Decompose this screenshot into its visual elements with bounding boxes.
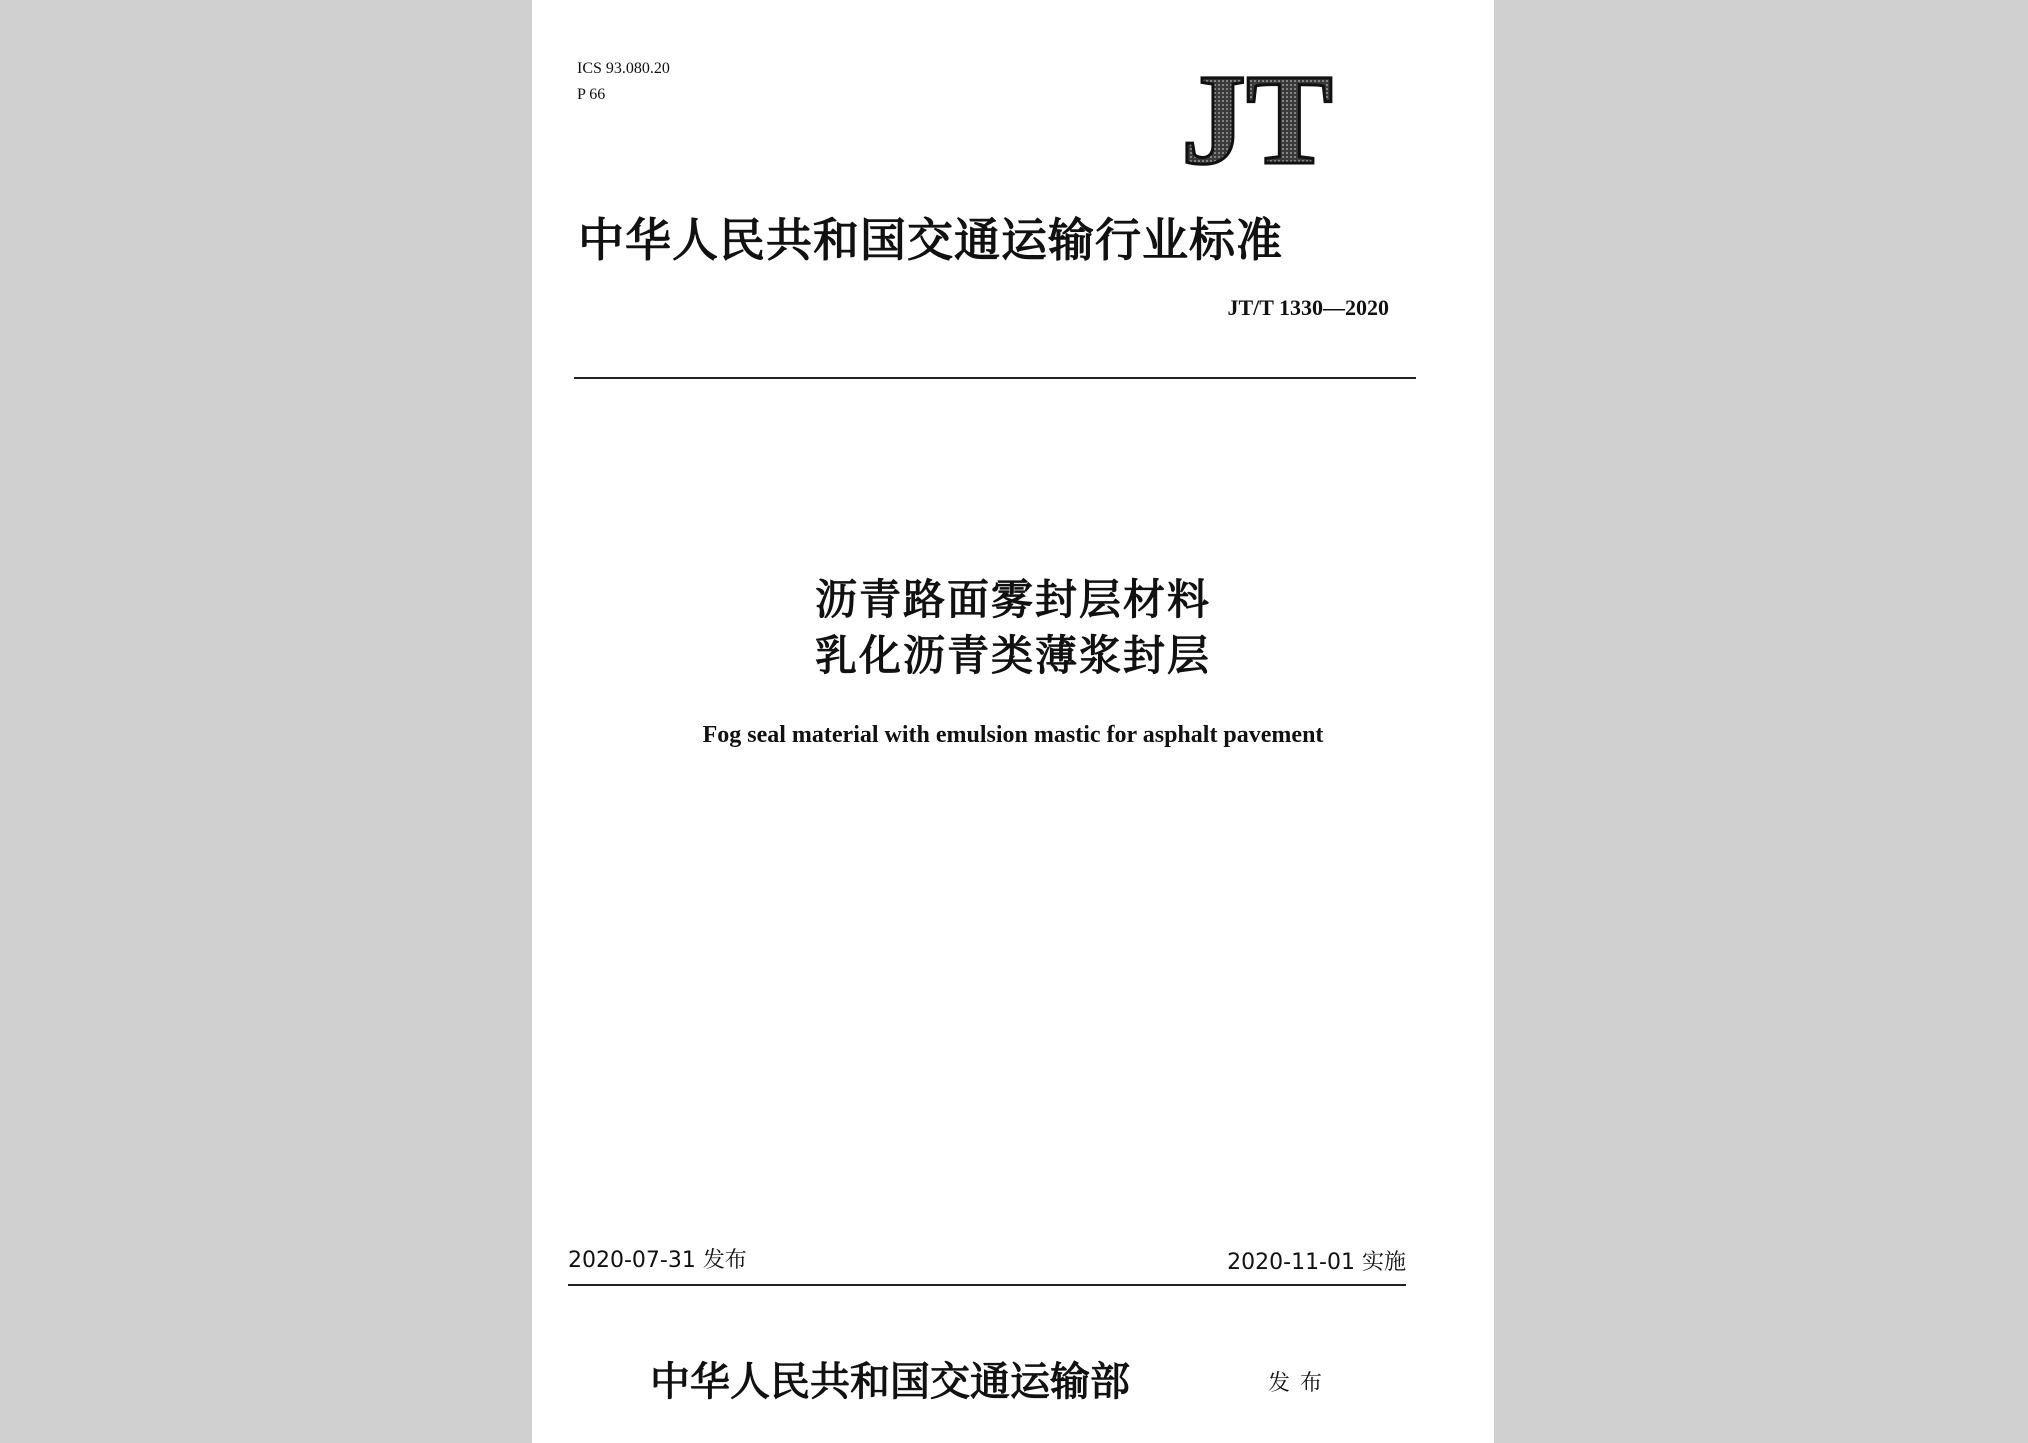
top-divider xyxy=(574,377,1416,379)
title-line-2: 乳化沥青类薄浆封层 xyxy=(814,631,1211,680)
standard-number: JT/T 1330—2020 xyxy=(1227,295,1389,320)
english-title: Fog seal material with emulsion mastic for asphalt pavement xyxy=(702,722,1324,748)
jt-logo xyxy=(1157,55,1357,170)
document-title xyxy=(532,572,1494,684)
bottom-divider xyxy=(568,1284,1406,1286)
ccs-code: P 66 xyxy=(577,86,606,103)
document-page xyxy=(532,0,1494,1443)
publish-label: 发布 xyxy=(1268,1371,1333,1396)
ics-code: ICS 93.080.20 xyxy=(577,60,670,77)
issue-date: 2020-07-31 发布 xyxy=(568,1248,747,1273)
publisher: 中华人民共和国交通运输部 xyxy=(650,1358,1130,1405)
standard-title: 中华人民共和国交通运输行业标准 xyxy=(578,213,1283,267)
title-line-1: 沥青路面雾封层材料 xyxy=(814,575,1211,624)
logo-text: JT xyxy=(1181,55,1333,170)
implementation-date: 2020-11-01 实施 xyxy=(1227,1250,1406,1275)
classification-codes xyxy=(577,56,670,108)
